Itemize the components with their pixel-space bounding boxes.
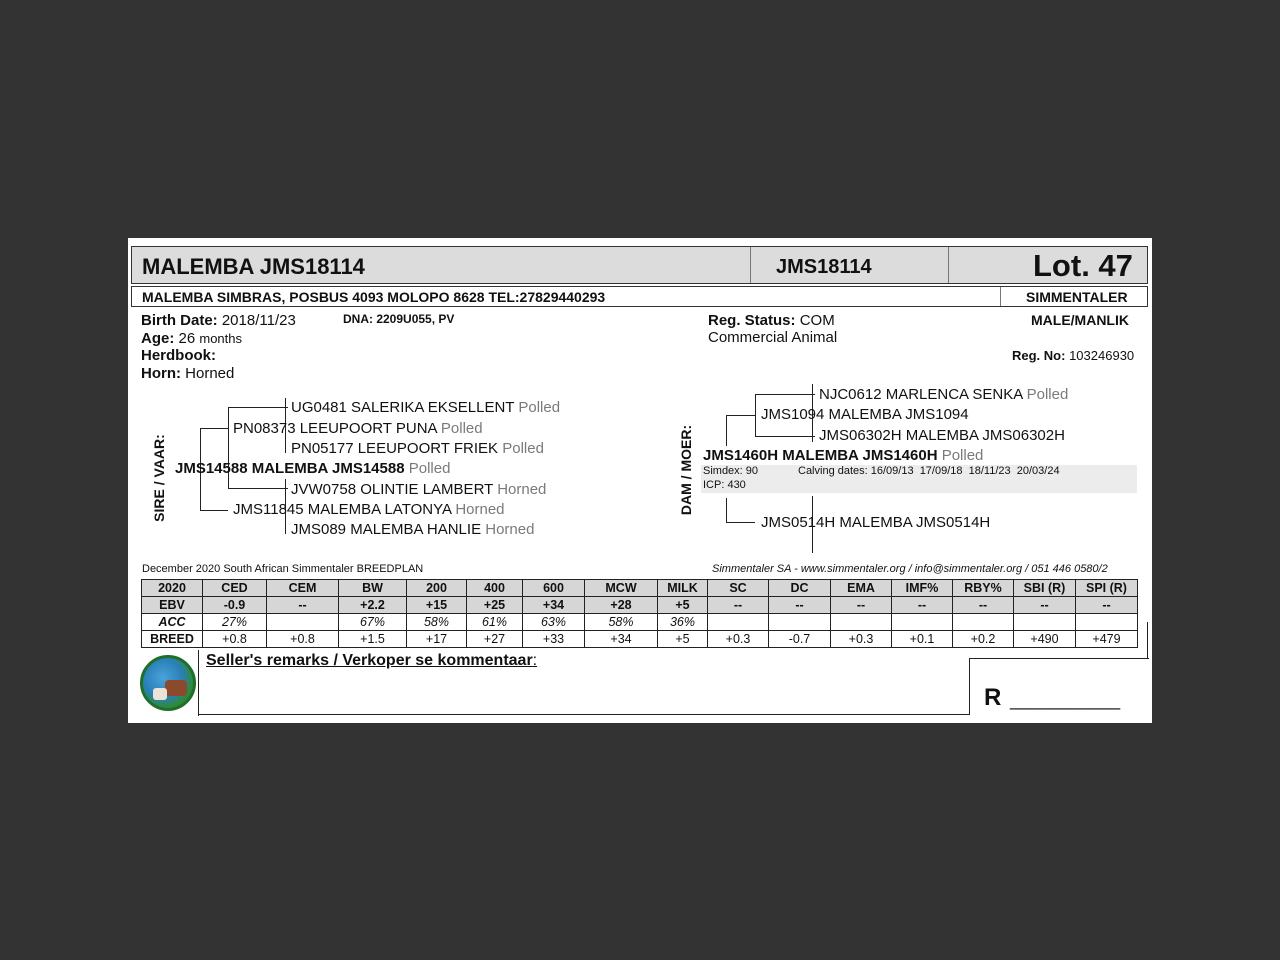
acc-cell [708,614,769,631]
ebv-row [142,597,1138,614]
ebv-cell: -- [953,597,1014,614]
ebv-col-header: 600 [523,580,585,597]
ebv-cell: -- [1014,597,1076,614]
reg-status-label: Reg. Status: [708,312,796,329]
age-label: Age: [141,330,175,347]
pedigree-sds [291,481,546,498]
breed-cell: +490 [1014,631,1076,648]
reg-status [708,312,835,329]
pedigree-connector [726,522,755,523]
pedigree-connector [198,714,970,715]
text-label: PN05177 LEEUPOORT FRIEK [291,440,499,457]
breedplan-note: December 2020 South African Simmentaler BREEDPLAN [142,563,424,575]
reg-no-label: Reg. No: [1012,348,1066,363]
acc-cell: 61% [467,614,523,631]
acc-cell [1076,614,1138,631]
ebv-cell: -- [708,597,769,614]
pedigree-dss [819,386,1068,403]
pedigree-connector [1147,622,1148,659]
text-label: Horned [497,481,547,498]
contact-note: Simmentaler SA - www.simmentaler.org / info@simmentaler.org / 051 446 0580/2 [712,563,1108,575]
pedigree-connector [228,488,288,489]
pedigree-connector [726,415,727,446]
breed-cell: +27 [467,631,523,648]
reg-status-value: COM [799,312,835,329]
acc-row [142,614,1138,631]
text-label: Seller's remarks / Verkoper se kommentaar [206,652,533,669]
pedigree-ssd [291,440,544,457]
breed-cell: +0.3 [708,631,769,648]
sex: MALE/MANLIK [1031,312,1129,328]
breed-cell: -0.7 [769,631,831,648]
animal-id: JMS18114 [776,256,872,278]
pedigree-connector [198,650,199,716]
pedigree-connector [755,436,815,437]
age-unit: months [199,331,243,346]
ebv-col-header: CEM [267,580,339,597]
breed-cell: +0.8 [203,631,267,648]
ebv-col-header: MCW [585,580,658,597]
text-label: Polled [440,420,483,437]
pedigree-sss [291,399,560,416]
text-label: NJC0612 MARLENCA SENKA [819,386,1023,403]
ebv-header-row [142,580,1138,597]
ebv-cell: +28 [585,597,658,614]
text-label: Horned [485,521,535,538]
pedigree-dd [761,514,990,531]
breed-cell: +479 [1076,631,1138,648]
ebv-cell: -- [831,597,892,614]
acc-cell: 58% [407,614,467,631]
ebv-col-header: 200 [407,580,467,597]
pedigree-connector [726,415,755,416]
row-label: BREED [142,631,203,648]
breed-row [142,631,1138,648]
price-prefix: R [984,684,1002,711]
dam-side-label: DAM / MOER: [678,424,694,516]
text-label: Polled [941,447,984,464]
sire-side-label: SIRE / VAAR: [151,434,167,522]
herdbook: Herdbook: [141,347,216,364]
text-label: JMS1460H MALEMBA JMS1460H [703,447,938,464]
pedigree-connector [969,658,1149,659]
ebv-col-header: RBY% [953,580,1014,597]
breed-cell: +1.5 [339,631,407,648]
text-label: JMS089 MALEMBA HANLIE [291,521,482,538]
horn-value: Horned [185,365,235,382]
acc-cell [1014,614,1076,631]
price-input-line[interactable]: ___________ [1010,690,1121,710]
calving-dates: Calving dates: 16/09/13 17/09/18 18/11/23 20/03/24 [798,465,1060,477]
ebv-cell: -0.9 [203,597,267,614]
pedigree-ss [233,420,483,437]
pedigree-connector [228,407,288,408]
breed-cell: +34 [585,631,658,648]
ebv-cell: -- [769,597,831,614]
ebv-cell: -- [892,597,953,614]
ebv-col-header: BW [339,580,407,597]
text-label: UG0481 SALERIKA EKSELLENT [291,399,515,416]
ebv-col-header: 2020 [142,580,203,597]
lot-card [128,238,1152,723]
breed-cell: +0.2 [953,631,1014,648]
ebv-col-header: MILK [658,580,708,597]
ebv-cell: +25 [467,597,523,614]
pedigree-connector [755,394,756,436]
text-label: JMS1094 MALEMBA JMS1094 [761,406,969,423]
pedigree-sd [233,501,505,518]
birth-date-value: 2018/11/23 [221,312,296,329]
text-label: Horned [455,501,505,518]
acc-cell: 27% [203,614,267,631]
breed-name: SIMMENTALER [1026,289,1128,305]
ebv-col-header: DC [769,580,831,597]
ebv-cell: -- [1076,597,1138,614]
pedigree-ds [761,406,969,423]
age [141,330,242,347]
text-label: JVW0758 OLINTIE LAMBERT [291,481,494,498]
pedigree-connector [755,394,815,395]
acc-cell: 58% [585,614,658,631]
age-value: 26 [178,330,196,347]
ebv-col-header: 400 [467,580,523,597]
birth-date [141,312,296,329]
acc-cell: 36% [658,614,708,631]
birth-date-label: Birth Date: [141,312,218,329]
acc-cell: 63% [523,614,585,631]
acc-cell: 67% [339,614,407,631]
horn [141,365,234,382]
pedigree-connector [200,428,228,429]
text-label: Polled [518,399,561,416]
acc-cell [769,614,831,631]
ebv-col-header: SC [708,580,769,597]
breed-cell: +0.1 [892,631,953,648]
simmentaler-sa-logo-icon [140,655,196,711]
ebv-cell: -- [267,597,339,614]
ebv-cell: +2.2 [339,597,407,614]
breed-cell: +0.3 [831,631,892,648]
acc-cell [892,614,953,631]
text-label: JMS11845 MALEMBA LATONYA [233,501,452,518]
ebv-col-header: SPI (R) [1076,580,1138,597]
ebv-col-header: IMF% [892,580,953,597]
pedigree-dam [703,447,983,464]
animal-name: MALEMBA JMS18114 [142,254,365,279]
pedigree-connector [200,510,228,511]
pedigree-sire [175,460,450,477]
text-label: Polled [1026,386,1069,403]
ebv-col-header: EMA [831,580,892,597]
text-label: Polled [502,440,544,457]
pedigree-connector [969,658,970,715]
horn-label: Horn: [141,365,181,382]
lot-number: Lot. 47 [1033,248,1133,283]
acc-cell [267,614,339,631]
row-label: ACC [142,614,203,631]
dna-info: DNA: 2209U055, PV [343,312,455,326]
text-label: PN08373 LEEUPOORT PUNA [233,420,437,437]
text-label: JMS0514H MALEMBA JMS0514H [761,514,991,531]
reg-status-desc: Commercial Animal [708,329,838,346]
breed-cell: +5 [658,631,708,648]
text-label: JMS14588 MALEMBA JMS14588 [175,460,405,477]
ebv-table [141,579,1138,648]
pedigree-dsd [819,427,1065,444]
reg-no-value: 103246930 [1069,348,1135,363]
breeder-info: MALEMBA SIMBRAS, POSBUS 4093 MOLOPO 8628 TEL:27829440293 [142,289,606,305]
ebv-col-header: SBI (R) [1014,580,1076,597]
breed-cell: +33 [523,631,585,648]
icp: ICP: 430 [703,479,746,491]
seller-remarks-label [206,652,537,670]
ebv-cell: +5 [658,597,708,614]
acc-cell [831,614,892,631]
text-label: JMS06302H MALEMBA JMS06302H [819,427,1065,444]
row-label: EBV [142,597,203,614]
simdex: Simdex: 90 [703,465,759,477]
text-label: Polled [408,460,451,477]
pedigree-connector [726,498,727,522]
breed-cell: +0.8 [267,631,339,648]
breed-cell: +17 [407,631,467,648]
pedigree-sdd [291,521,534,538]
text-label: : [532,652,538,669]
ebv-cell: +34 [523,597,585,614]
reg-no [1012,348,1134,363]
ebv-col-header: CED [203,580,267,597]
acc-cell [953,614,1014,631]
ebv-cell: +15 [407,597,467,614]
